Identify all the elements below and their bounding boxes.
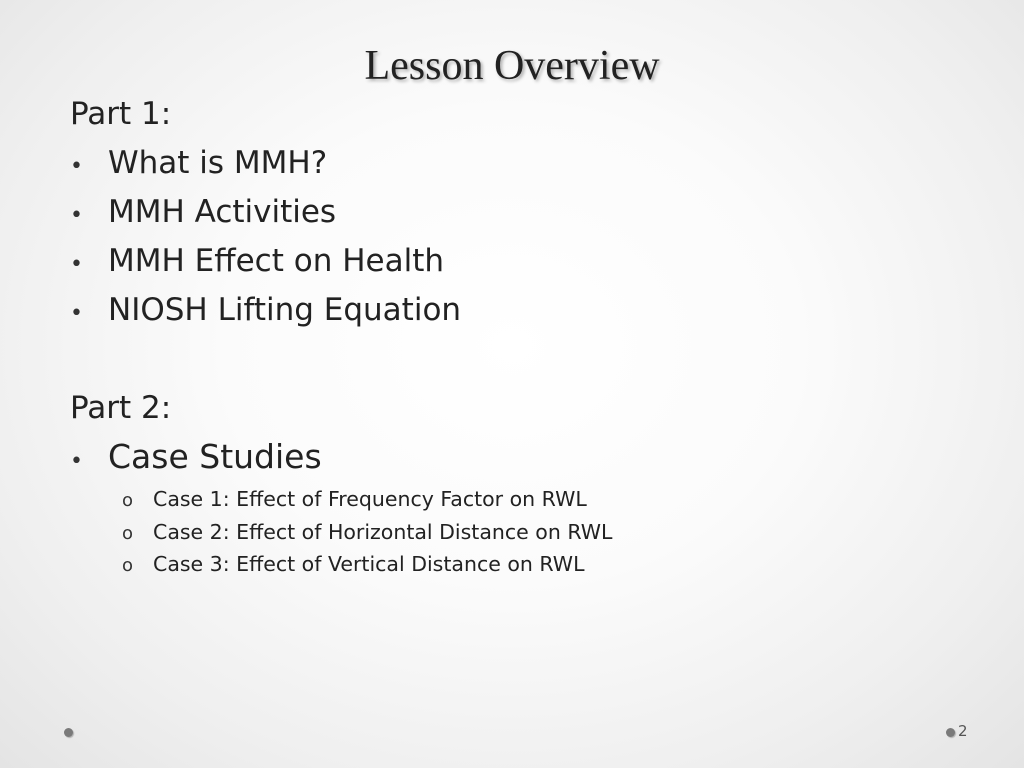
bullet-text: What is MMH? — [108, 145, 328, 181]
bullet-icon: • — [70, 449, 83, 474]
bullet-text: MMH Effect on Health — [108, 243, 444, 279]
circle-bullet-icon: o — [122, 522, 134, 544]
bullet-item — [70, 190, 612, 239]
slide-title: Lesson Overview — [364, 43, 660, 89]
decorative-dot-icon — [64, 728, 73, 737]
bullet-item — [70, 288, 612, 337]
bullet-text: MMH Activities — [108, 194, 337, 230]
circle-bullet-icon: o — [122, 490, 134, 511]
bullet-item — [70, 141, 612, 190]
bullet-item — [70, 435, 612, 484]
decorative-dot-icon — [946, 728, 955, 737]
part2-heading: Part 2: — [70, 390, 172, 426]
bullet-icon: • — [70, 301, 83, 326]
sub-bullet-text: Case 1: Effect of Frequency Factor on RWL — [153, 487, 587, 511]
slide-body — [70, 92, 612, 582]
page-number: 2 — [958, 722, 968, 740]
circle-bullet-icon: o — [122, 555, 134, 576]
spacer — [70, 337, 612, 386]
sub-bullet-text: Case 3: Effect of Vertical Distance on RWL — [153, 552, 585, 576]
bullet-text: NIOSH Lifting Equation — [108, 292, 462, 328]
sub-bullet-text: Case 2: Effect of Horizontal Distance on RWL — [153, 519, 613, 544]
bullet-icon: • — [70, 252, 83, 277]
sub-bullet-item — [70, 517, 612, 550]
sub-bullet-item — [70, 484, 612, 517]
part1-heading: Part 1: — [70, 96, 172, 132]
bullet-icon: • — [70, 154, 83, 179]
bullet-text: Case Studies — [108, 437, 322, 476]
bullet-item — [70, 239, 612, 288]
sub-bullet-item — [70, 549, 612, 582]
bullet-icon: • — [70, 203, 83, 228]
